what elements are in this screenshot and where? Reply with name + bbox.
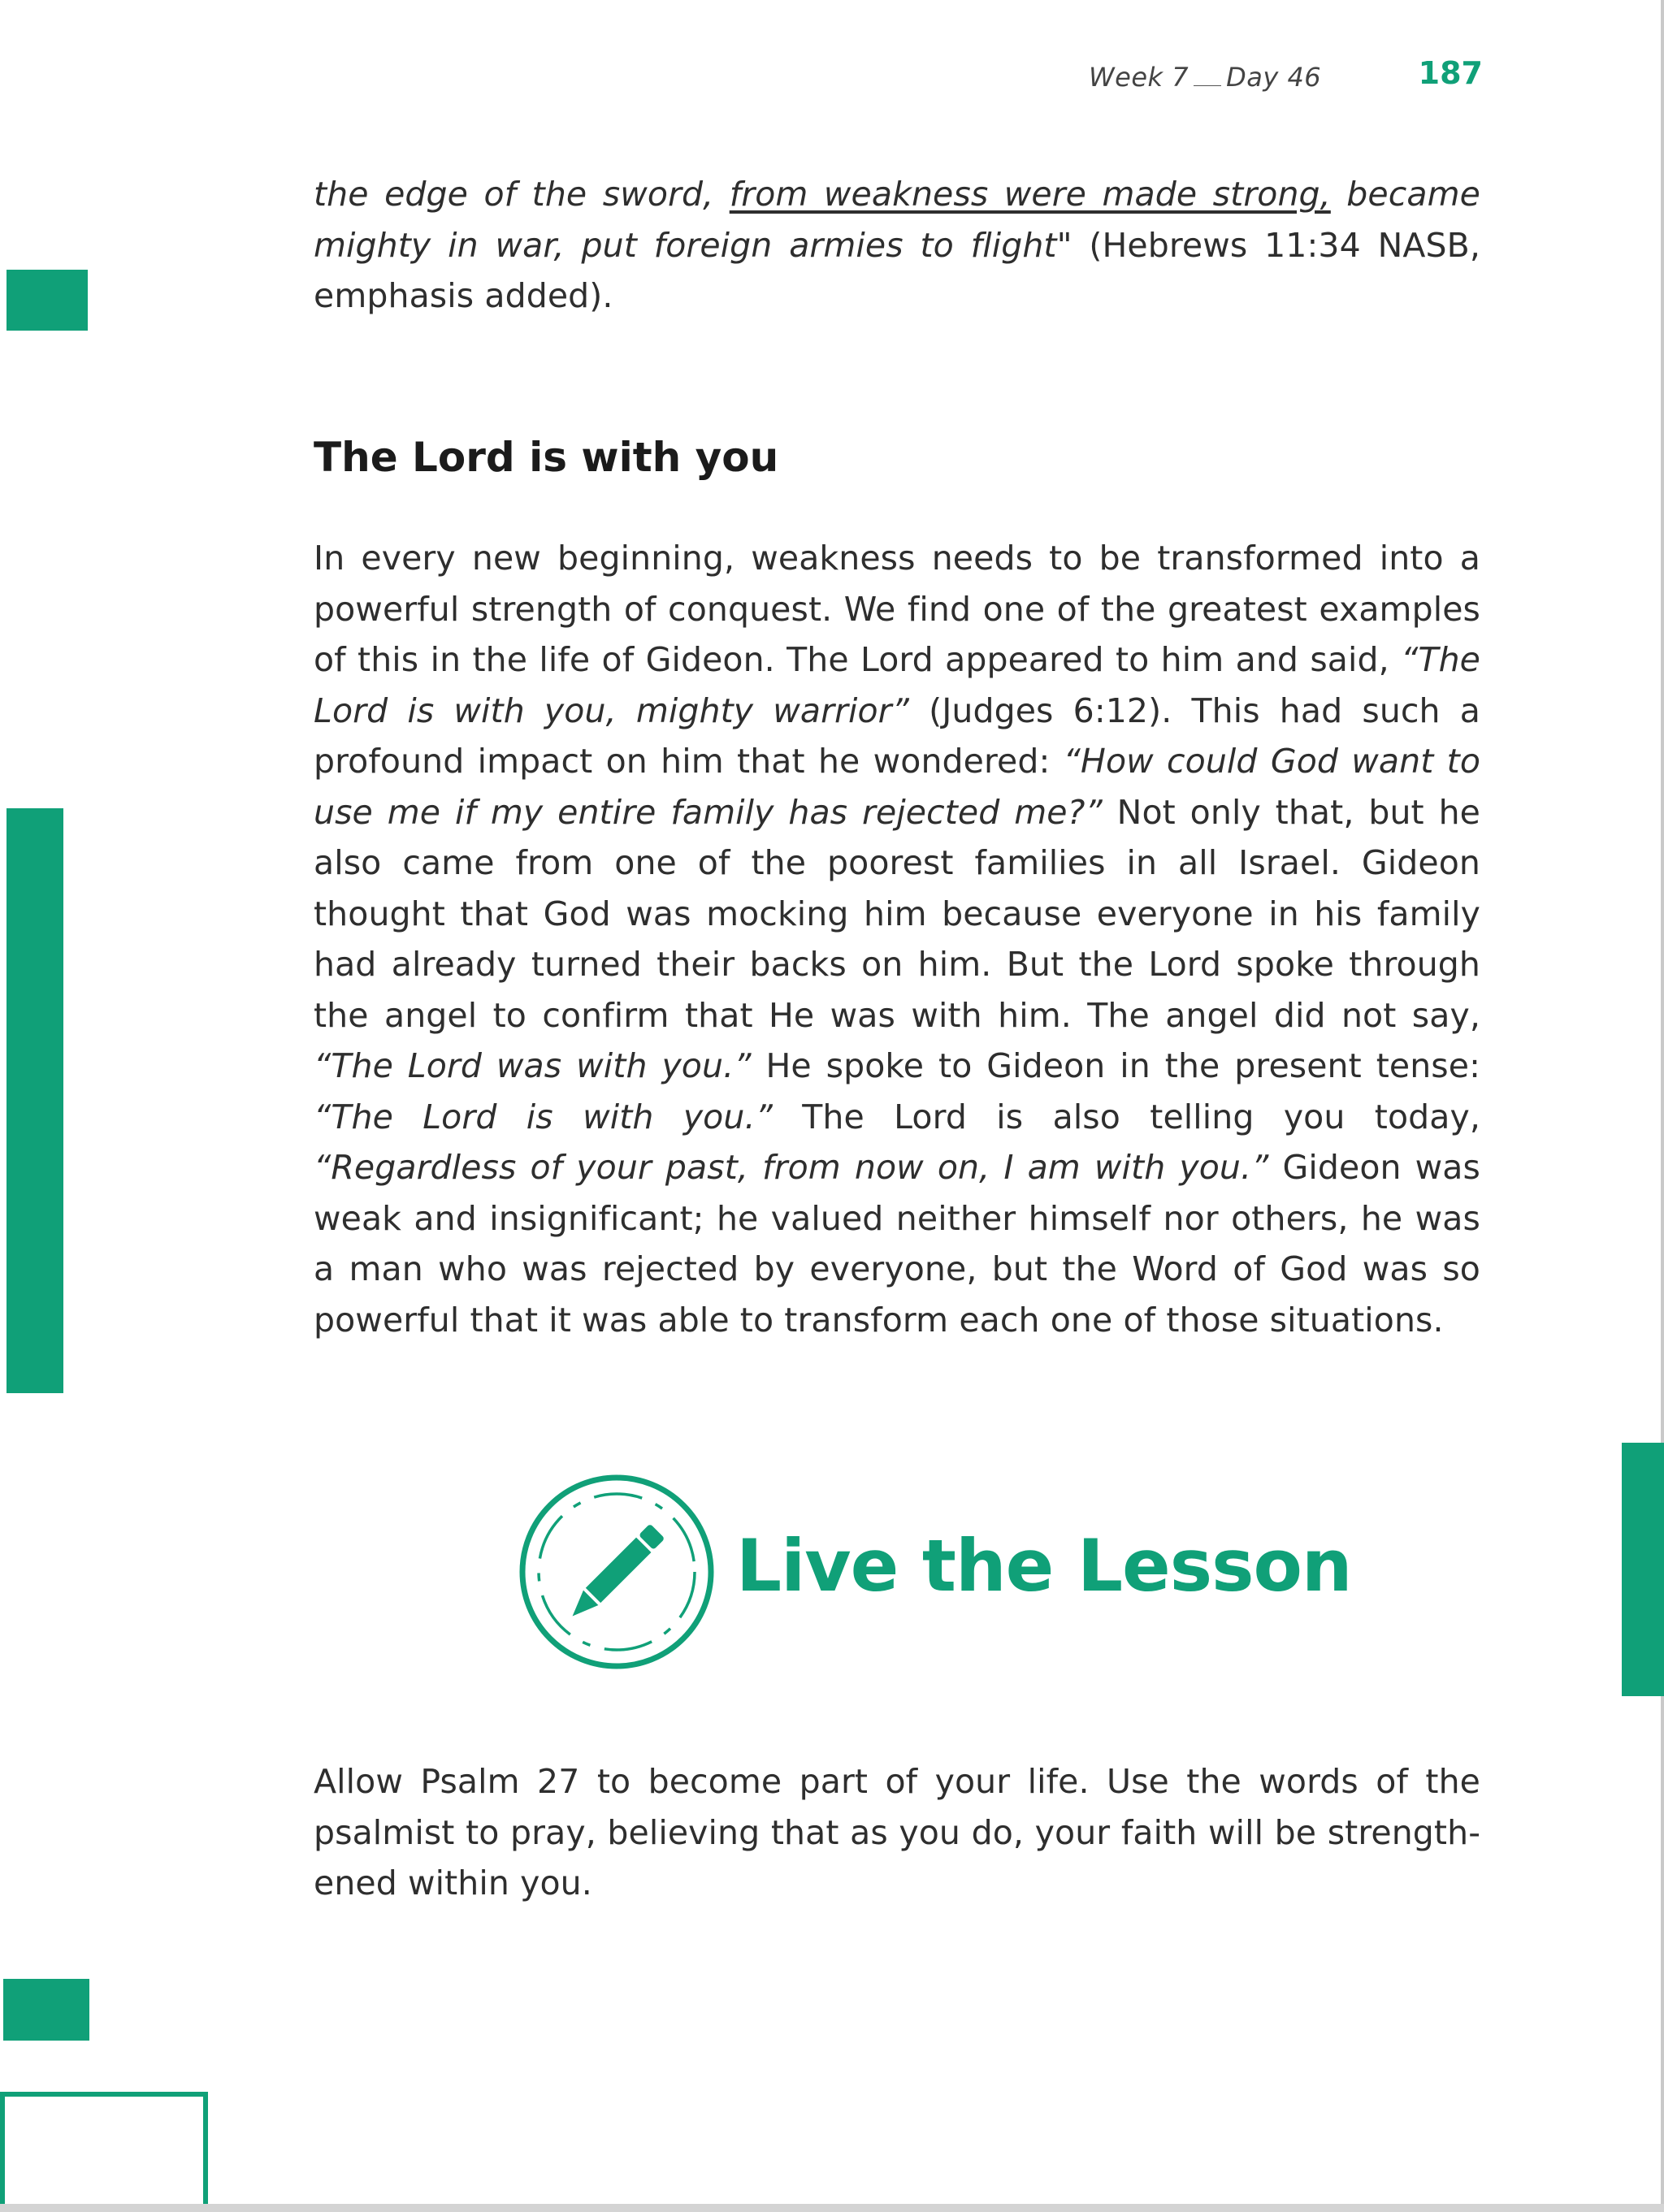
day-label: Day 46 bbox=[1226, 62, 1322, 93]
quote-run: “The Lord was with you.” bbox=[314, 1046, 752, 1085]
page-number: 187 bbox=[1418, 55, 1483, 91]
text-run: Gideon was weak and insignificant; he valued neither himself nor others, he was a man who was rejected by everyone, but the Word of God was so powerful that it was able to transform each one of those situations. bbox=[314, 1148, 1480, 1340]
page-bottom-edge bbox=[0, 2204, 1664, 2212]
side-tab-outline-box bbox=[0, 2092, 208, 2212]
quote-run: “The Lord is with you, mighty warrior” bbox=[314, 640, 1480, 730]
side-tab-bottom bbox=[3, 1979, 89, 2041]
week-day-label bbox=[1089, 62, 1321, 93]
quote-part-1: the edge of the sword, bbox=[314, 175, 730, 214]
main-paragraph bbox=[314, 533, 1480, 1345]
week-label: Week 7 bbox=[1089, 62, 1190, 93]
side-tab-long-left bbox=[6, 808, 63, 1393]
quote-run: “The Lord is with you.” bbox=[314, 1097, 773, 1136]
quote-run: “How could God want to use me if my entire family has rejected me?” bbox=[314, 742, 1481, 832]
text-run: (Judges 6:12). This had such a profound impact on him that he wondered: bbox=[314, 690, 1480, 781]
quote-part-2: became mighty in war, put foreign armies to flight" bbox=[314, 175, 1480, 265]
live-the-lesson-banner bbox=[517, 1472, 1352, 1672]
text-run: In every new beginning, weakness needs to be transformed into a powerful strength of conquest. We find one of the greatest examples of this in the life of Gideon. The Lord appeared to him and said, bbox=[314, 539, 1480, 679]
page-edge-shadow bbox=[1661, 0, 1664, 2212]
side-tab-right bbox=[1622, 1443, 1664, 1696]
quote-run: “Regardless of your past, from now on, I am with you.” bbox=[314, 1148, 1269, 1187]
text-run: Not only that, but he also came from one of the poorest families in all Israel. Gideon thought that God was mocking him because everyone in his family had already turned their backs on him. But the Lord spoke through the angel to confirm that He was with him. The angel did not say, bbox=[314, 792, 1480, 1035]
section-heading: The Lord is with you bbox=[314, 434, 779, 481]
quote-underlined: from weakness were made strong, bbox=[729, 175, 1331, 214]
continuation-paragraph bbox=[314, 169, 1480, 322]
side-tab-top bbox=[6, 270, 88, 331]
lesson-paragraph: Allow Psalm 27 to become part of your life. Use the words of the psalmist to pray, believing that as you do, your faith will be strengthened within you. bbox=[314, 1762, 1480, 1902]
text-run: He spoke to Gideon in the present tense: bbox=[751, 1046, 1481, 1085]
pencil-in-circle-icon bbox=[517, 1472, 717, 1672]
header-separator bbox=[1194, 85, 1221, 86]
citation: (Hebrews 11:34 NASB, emphasis added). bbox=[314, 225, 1480, 315]
text-run: The Lord is also telling you today, bbox=[772, 1097, 1481, 1136]
lesson-title: Live the Lesson bbox=[736, 1524, 1352, 1608]
running-header bbox=[1056, 50, 1483, 99]
